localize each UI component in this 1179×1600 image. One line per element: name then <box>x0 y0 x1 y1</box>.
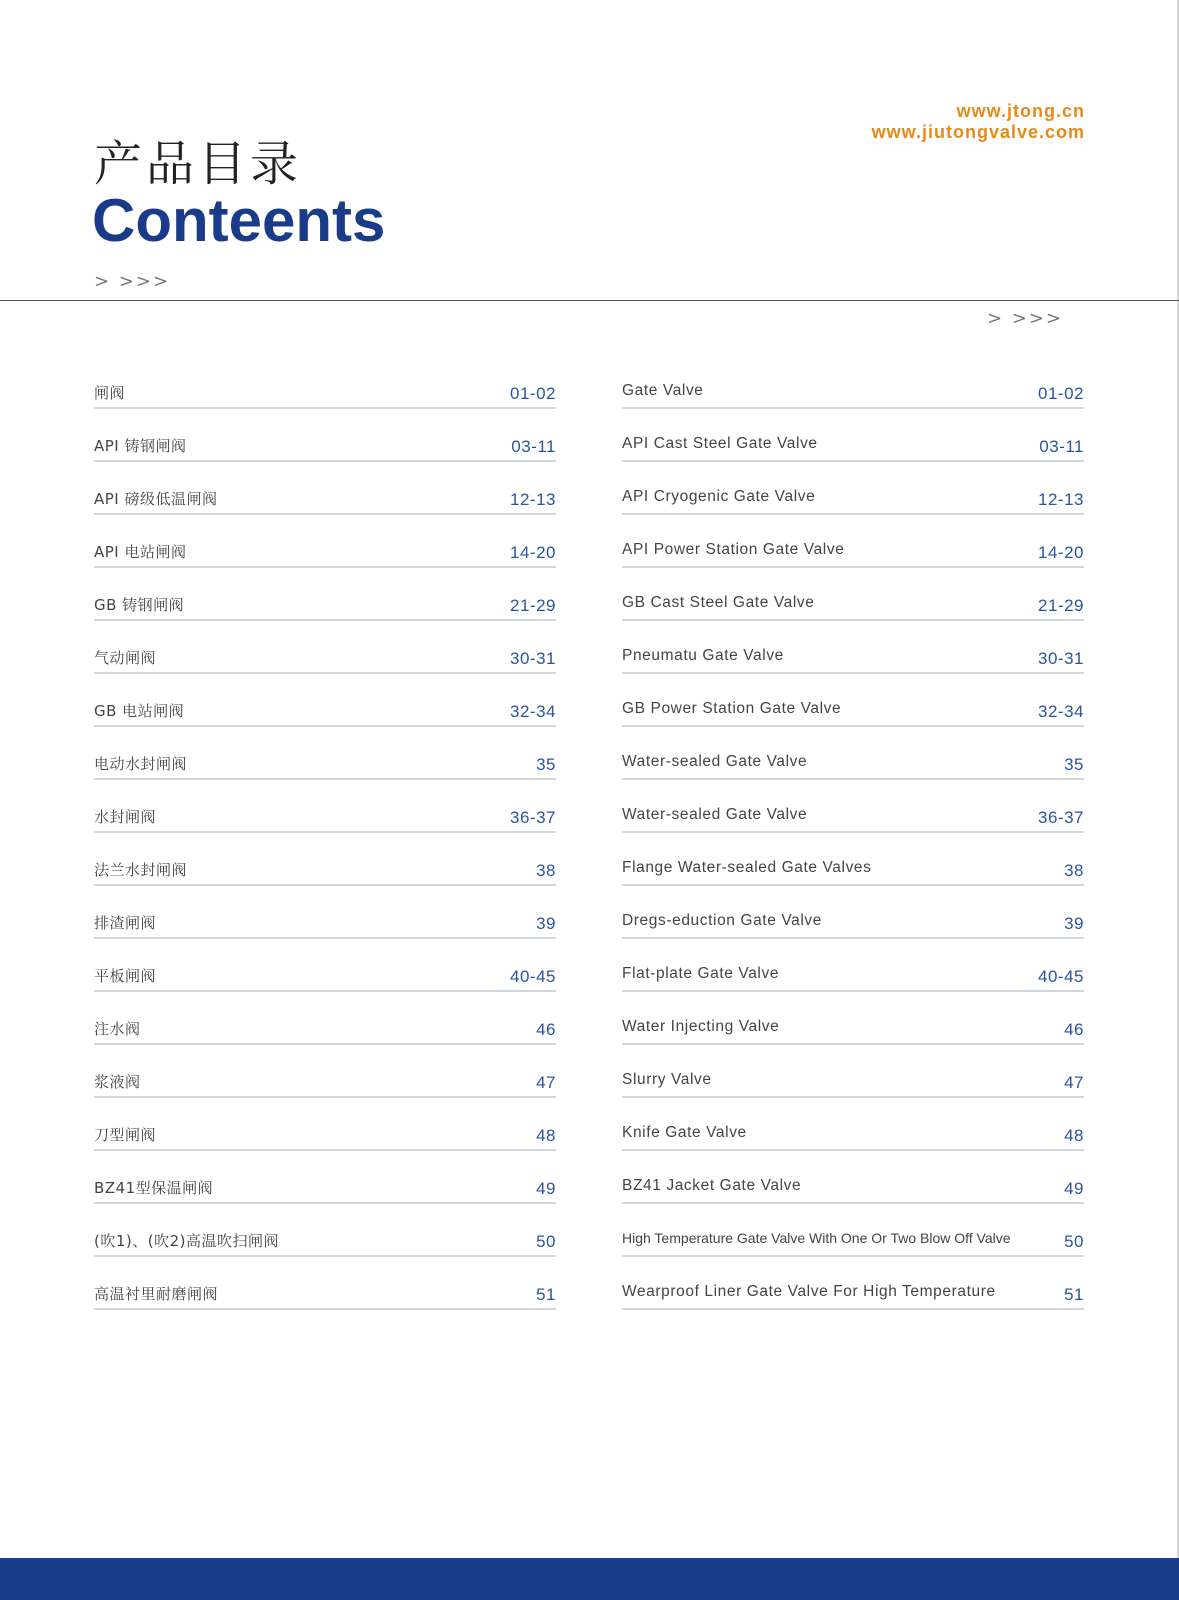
toc-entry-title: Water-sealed Gate Valve <box>622 753 808 770</box>
toc-entry-page-number: 32-34 <box>1038 702 1084 721</box>
toc-entry-title: Water-sealed Gate Valve <box>622 806 808 823</box>
toc-entry-page-number: 39 <box>536 914 556 933</box>
toc-entry[interactable] <box>622 584 1084 637</box>
toc-entry[interactable] <box>622 1273 1084 1326</box>
toc-entry[interactable] <box>622 690 1084 743</box>
toc-entry[interactable] <box>94 743 556 796</box>
toc-entry[interactable] <box>622 849 1084 902</box>
toc-entry-underline <box>94 725 556 727</box>
toc-entry[interactable] <box>94 1220 556 1273</box>
toc-entry-underline <box>622 937 1084 939</box>
toc-entry-page-number: 35 <box>1064 755 1084 774</box>
toc-entry-page-number: 21-29 <box>510 596 556 615</box>
toc-entry-page-number: 32-34 <box>510 702 556 721</box>
toc-entry-page-number: 50 <box>1064 1232 1084 1251</box>
toc-entry-title: Slurry Valve <box>622 1071 712 1088</box>
url-secondary-link[interactable]: www.jiutongvalve.com <box>871 122 1085 142</box>
toc-entry[interactable] <box>622 1167 1084 1220</box>
toc-entry-title: Flange Water-sealed Gate Valves <box>622 859 872 876</box>
toc-entry-underline <box>622 1149 1084 1151</box>
toc-entry-title: GB Cast Steel Gate Valve <box>622 594 815 611</box>
toc-entry-title: GB Power Station Gate Valve <box>622 700 842 717</box>
toc-entry-underline <box>622 619 1084 621</box>
toc-entry-underline <box>622 884 1084 886</box>
toc-entry-underline <box>622 1308 1084 1310</box>
toc-entry[interactable] <box>94 796 556 849</box>
toc-entry[interactable] <box>622 1114 1084 1167</box>
header-divider <box>0 300 1179 301</box>
toc-entry-page-number: 49 <box>536 1179 556 1198</box>
toc-entry-title: 高温衬里耐磨闸阀 <box>94 1285 219 1303</box>
toc-entry-title: Gate Valve <box>622 382 704 399</box>
toc-entry-underline <box>94 619 556 621</box>
toc-entry[interactable] <box>94 372 556 425</box>
toc-entry-title: API 磅级低温闸阀 <box>94 490 218 508</box>
toc-entry-underline <box>94 407 556 409</box>
toc-entry-underline <box>622 566 1084 568</box>
toc-entry-underline <box>94 990 556 992</box>
toc-entry-title: Flat-plate Gate Valve <box>622 965 780 982</box>
toc-entry-underline <box>94 1255 556 1257</box>
toc-entry-underline <box>94 1308 556 1310</box>
toc-entry-page-number: 40-45 <box>1038 967 1084 986</box>
toc-entry-page-number: 14-20 <box>510 543 556 562</box>
chevrons-left-icon: > >>> <box>94 271 171 292</box>
toc-entry[interactable] <box>622 902 1084 955</box>
toc-entry-underline <box>94 566 556 568</box>
toc-entry-page-number: 36-37 <box>1038 808 1084 827</box>
toc-entry-page-number: 40-45 <box>510 967 556 986</box>
toc-entry-title: API 电站闸阀 <box>94 543 187 561</box>
toc-entry-title: 排渣闸阀 <box>94 914 157 932</box>
toc-entry[interactable] <box>94 690 556 743</box>
toc-entry-underline <box>94 1149 556 1151</box>
toc-entry[interactable] <box>622 425 1084 478</box>
toc-entry-page-number: 03-11 <box>511 437 556 456</box>
toc-entry-title: GB 电站闸阀 <box>94 702 185 720</box>
toc-entry-underline <box>622 672 1084 674</box>
toc-entry-title: 平板闸阀 <box>94 967 157 985</box>
toc-entry-title: GB 铸钢闸阀 <box>94 596 185 614</box>
toc-entry[interactable] <box>622 531 1084 584</box>
toc-entry[interactable] <box>622 1220 1084 1273</box>
toc-entry-title: API Cast Steel Gate Valve <box>622 435 818 452</box>
toc-entry-page-number: 38 <box>1064 861 1084 880</box>
toc-entry-underline <box>94 831 556 833</box>
toc-entry-title: 注水阀 <box>94 1020 141 1038</box>
page-title-chinese: 产品目录 <box>94 136 303 192</box>
toc-entry-title: 刀型闸阀 <box>94 1126 157 1144</box>
toc-entry-underline <box>622 725 1084 727</box>
toc-entry-title: API Cryogenic Gate Valve <box>622 488 816 505</box>
toc-entry-page-number: 51 <box>1064 1285 1084 1304</box>
toc-entry-title: BZ41 Jacket Gate Valve <box>622 1177 802 1194</box>
toc-entry[interactable] <box>94 849 556 902</box>
toc-entry-title: Pneumatu Gate Valve <box>622 647 784 664</box>
toc-entry[interactable] <box>94 1114 556 1167</box>
toc-list-english <box>622 372 1084 1326</box>
toc-entry-page-number: 14-20 <box>1038 543 1084 562</box>
toc-entry-underline <box>94 672 556 674</box>
toc-entry-underline <box>622 1202 1084 1204</box>
toc-entry-page-number: 35 <box>536 755 556 774</box>
toc-entry-title: Wearproof Liner Gate Valve For High Temperature <box>622 1283 996 1300</box>
toc-entry-title: BZ41型保温闸阀 <box>94 1179 214 1197</box>
toc-entry-page-number: 01-02 <box>1038 384 1084 403</box>
toc-entry[interactable] <box>622 796 1084 849</box>
toc-entry-title: 浆液阀 <box>94 1073 141 1091</box>
toc-entry-page-number: 30-31 <box>510 649 556 668</box>
toc-entry-page-number: 46 <box>1064 1020 1084 1039</box>
toc-entry-underline <box>94 884 556 886</box>
toc-entry[interactable] <box>94 1167 556 1220</box>
page-title-english: Conteents <box>92 187 386 254</box>
toc-entry-title: 气动闸阀 <box>94 649 157 667</box>
toc-entry-page-number: 39 <box>1064 914 1084 933</box>
toc-entry-underline <box>622 460 1084 462</box>
toc-entry-title: High Temperature Gate Valve With One Or Two Blow Off Valve <box>622 1230 1011 1246</box>
toc-entry-underline <box>622 831 1084 833</box>
toc-entry-page-number: 12-13 <box>1038 490 1084 509</box>
toc-entry[interactable] <box>94 584 556 637</box>
toc-entry-page-number: 50 <box>536 1232 556 1251</box>
toc-entry-title: Dregs-eduction Gate Valve <box>622 912 822 929</box>
toc-entry-title: 法兰水封闸阀 <box>94 861 188 879</box>
toc-entry-underline <box>622 1043 1084 1045</box>
toc-entry-page-number: 47 <box>536 1073 556 1092</box>
toc-entry-underline <box>622 513 1084 515</box>
toc-entry-underline <box>622 407 1084 409</box>
footer-bar <box>0 1558 1179 1600</box>
toc-entry-page-number: 38 <box>536 861 556 880</box>
toc-list-chinese <box>94 372 556 1326</box>
toc-entry-underline <box>622 778 1084 780</box>
toc-entry-title: API 铸钢闸阀 <box>94 437 187 455</box>
toc-entry-title: 电动水封闸阀 <box>94 755 188 773</box>
toc-entry-page-number: 48 <box>536 1126 556 1145</box>
chevrons-right-icon: > >>> <box>986 308 1063 329</box>
toc-entry[interactable] <box>622 1008 1084 1061</box>
toc-entry[interactable] <box>622 637 1084 690</box>
website-urls <box>872 101 1085 143</box>
toc-entry-underline <box>622 1096 1084 1098</box>
toc-entry-title: Water Injecting Valve <box>622 1018 780 1035</box>
toc-entry[interactable] <box>622 955 1084 1008</box>
toc-entry-underline <box>94 1096 556 1098</box>
toc-entry[interactable] <box>94 478 556 531</box>
toc-entry-title: (吹1)、(吹2)高温吹扫闸阀 <box>94 1232 279 1250</box>
toc-entry-underline <box>622 990 1084 992</box>
toc-entry-page-number: 03-11 <box>1039 437 1084 456</box>
toc-entry-underline <box>94 937 556 939</box>
toc-entry-page-number: 30-31 <box>1038 649 1084 668</box>
toc-entry[interactable] <box>94 1061 556 1114</box>
toc-entry-underline <box>94 778 556 780</box>
toc-entry[interactable] <box>94 1273 556 1326</box>
toc-entry-page-number: 49 <box>1064 1179 1084 1198</box>
toc-entry-page-number: 01-02 <box>510 384 556 403</box>
toc-entry-title: API Power Station Gate Valve <box>622 541 845 558</box>
toc-entry-underline <box>94 1202 556 1204</box>
toc-entry-page-number: 36-37 <box>510 808 556 827</box>
toc-entry-page-number: 48 <box>1064 1126 1084 1145</box>
toc-entry-page-number: 46 <box>536 1020 556 1039</box>
toc-entry-title: 水封闸阀 <box>94 808 157 826</box>
toc-entry-page-number: 51 <box>536 1285 556 1304</box>
toc-entry[interactable] <box>622 743 1084 796</box>
toc-entry[interactable] <box>622 1061 1084 1114</box>
toc-entry-underline <box>94 1043 556 1045</box>
toc-entry-page-number: 21-29 <box>1038 596 1084 615</box>
toc-entry[interactable] <box>94 637 556 690</box>
toc-entry-page-number: 12-13 <box>510 490 556 509</box>
toc-entry-underline <box>622 1255 1084 1257</box>
toc-entry[interactable] <box>94 1008 556 1061</box>
toc-entry-underline <box>94 513 556 515</box>
url-primary-link[interactable]: www.jtong.cn <box>956 101 1085 121</box>
toc-entry[interactable] <box>94 955 556 1008</box>
toc-entry-underline <box>94 460 556 462</box>
toc-entry[interactable] <box>94 531 556 584</box>
toc-entry[interactable] <box>622 478 1084 531</box>
toc-entry[interactable] <box>622 372 1084 425</box>
toc-entry-page-number: 47 <box>1064 1073 1084 1092</box>
toc-entry[interactable] <box>94 902 556 955</box>
toc-entry[interactable] <box>94 425 556 478</box>
toc-entry-title: 闸阀 <box>94 384 126 402</box>
toc-entry-title: Knife Gate Valve <box>622 1124 747 1141</box>
